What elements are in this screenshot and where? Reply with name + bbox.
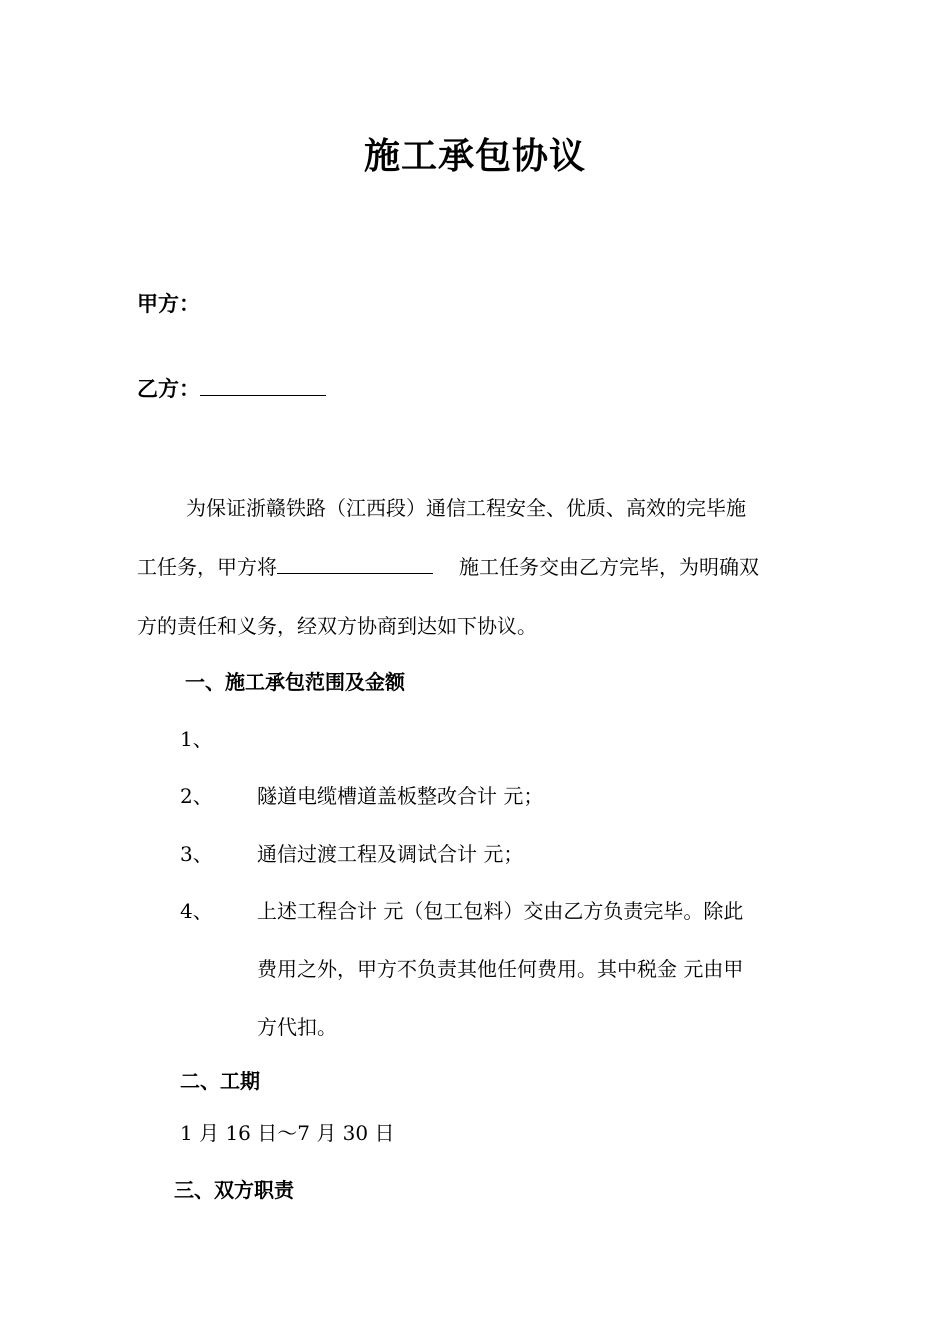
item-3-number: 3、: [180, 842, 213, 866]
intro-line-2: [137, 555, 759, 579]
intro-line-3: 方的责任和义务，经双方协商到达如下协议。: [137, 614, 537, 638]
intro-line-1: 为保证浙赣铁路（江西段）通信工程安全、优质、高效的完毕施: [186, 496, 746, 520]
item-4-line-2: 费用之外，甲方不负责其他任何费用。其中税金 元由甲: [257, 957, 744, 981]
section-3-heading: 三、双方职责: [174, 1178, 294, 1202]
document-title: 施工承包协议: [363, 136, 586, 177]
party-b-row: [137, 373, 326, 403]
project-blank: [277, 572, 433, 574]
party-a-label: 甲方：: [137, 292, 200, 316]
intro-line-2-after: 施工任务交由乙方完毕，为明确双: [459, 555, 759, 579]
party-b-label: 乙方：: [137, 377, 200, 401]
item-4-number: 4、: [180, 899, 213, 923]
section-2-heading: 二、工期: [180, 1069, 260, 1093]
item-4-line-1: 上述工程合计 元（包工包料）交由乙方负责完毕。除此: [257, 899, 744, 923]
item-1-number: 1、: [180, 727, 213, 751]
item-4-line-3: 方代扣。: [257, 1015, 337, 1039]
work-period: 1 月 16 日～7 月 30 日: [180, 1121, 395, 1145]
intro-line-2-before: 工任务，甲方将: [137, 555, 277, 579]
party-b-blank: [200, 394, 326, 396]
section-1-heading: 一、施工承包范围及金额: [185, 670, 405, 694]
item-3-text: 通信过渡工程及调试合计 元；: [257, 842, 524, 866]
item-2-text: 隧道电缆槽道盖板整改合计 元；: [257, 784, 544, 808]
item-2-number: 2、: [180, 784, 213, 808]
